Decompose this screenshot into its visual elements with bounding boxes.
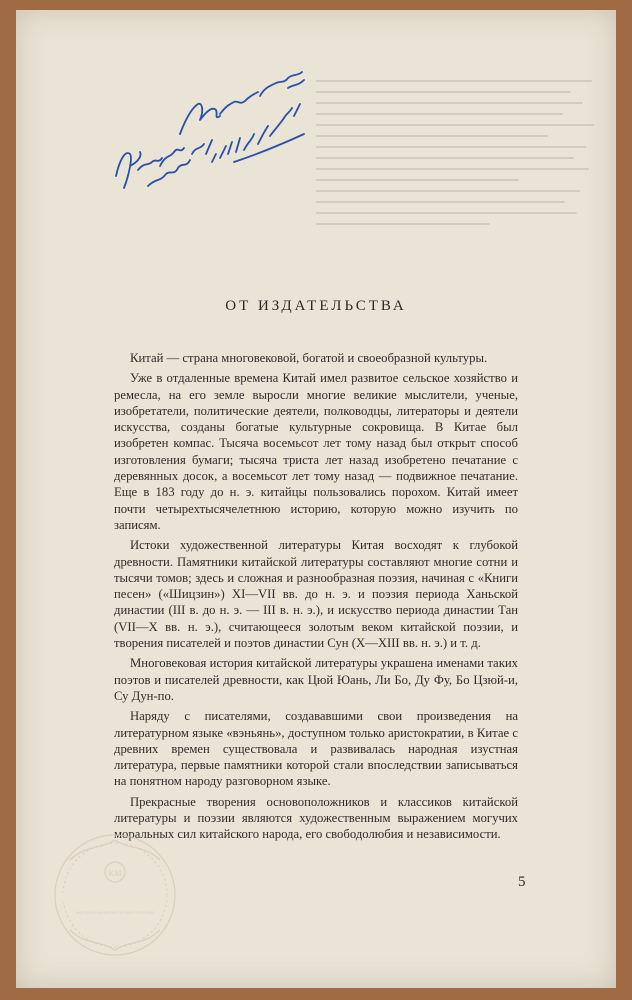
body-text [114, 350, 518, 847]
page-title: ОТ ИЗДАТЕЛЬСТВА [225, 298, 407, 314]
handwritten-signature [108, 58, 328, 208]
paragraph: Уже в отдаленные времена Китай имел развитое сельское хозяйство и ремесла, на его земле выросли многие великие мыслители, ученые, изобретатели, политические деятели, полководцы, литераторы и деятели искусства, созданы богатые культурные сокровища. В Китае был изобретен компас. Тысяча восемьсот лет тому назад был открыт способ изготовления бумаги; тысяча триста лет назад изобретено печатание с деревянных досок, а восемьсот лет тому назад — подвижное печатание. Еще в 183 году до н. э. китайцы пользовались порохом. Китай имеет почти четырехтысячелетнюю историю, которую можно изучить по записям. [114, 371, 518, 532]
watermark-logo [40, 820, 190, 970]
paragraph: Прекрасные творения основоположников и классиков китайской литературы и поэзии являются художественным выражением могучих моральных сил китайского народа, его свободолюбия и независимости. [114, 794, 518, 842]
paragraph: Истоки художественной литературы Китая восходят к глубокой древности. Памятники китайской литературы составляют многие сотни и тысячи томов; здесь и сложная и разнообразная поэзия, начиная с «Книги песен» («Шицзин») XI—VII вв. до н. э. и поэзия периода Ханьской династии (III в. до н. э. — III в. н. э.), и искусство периода династии Тан (VII—X вв. н. э.), считающееся золотым веком китайской поэзии, и творения писателей и поэтов династии Сун (X—XIII вв. н. э.) и т. д. [114, 538, 518, 651]
paragraph: Многовековая история китайской литературы украшена именами таких поэтов и писателей древности, как Цюй Юань, Ли Бо, Ду Фу, Бо Цзюй-и, Су Дун-по. [114, 656, 518, 703]
bleed-through-text [316, 80, 606, 310]
watermark-monogram: KM [108, 869, 122, 878]
paragraph: Китай — страна многовековой, богатой и своеобразной культуры. [130, 351, 488, 365]
page-number: 5 [518, 874, 526, 890]
watermark-brand: Katia Market.com [60, 890, 170, 906]
paragraph: Наряду с писателями, создававшими свои произведения на литературном языке «вэньянь», доступном только аристократии, в Китае с древних времен существовала и развивалась народная изустная литература, первые памятники которой стали впоследствии записываться на понятном народу разговорном языке. [114, 709, 518, 789]
watermark-tagline: ANTIQUARIAN BOOKS & RARE EDITIONS [75, 910, 155, 915]
